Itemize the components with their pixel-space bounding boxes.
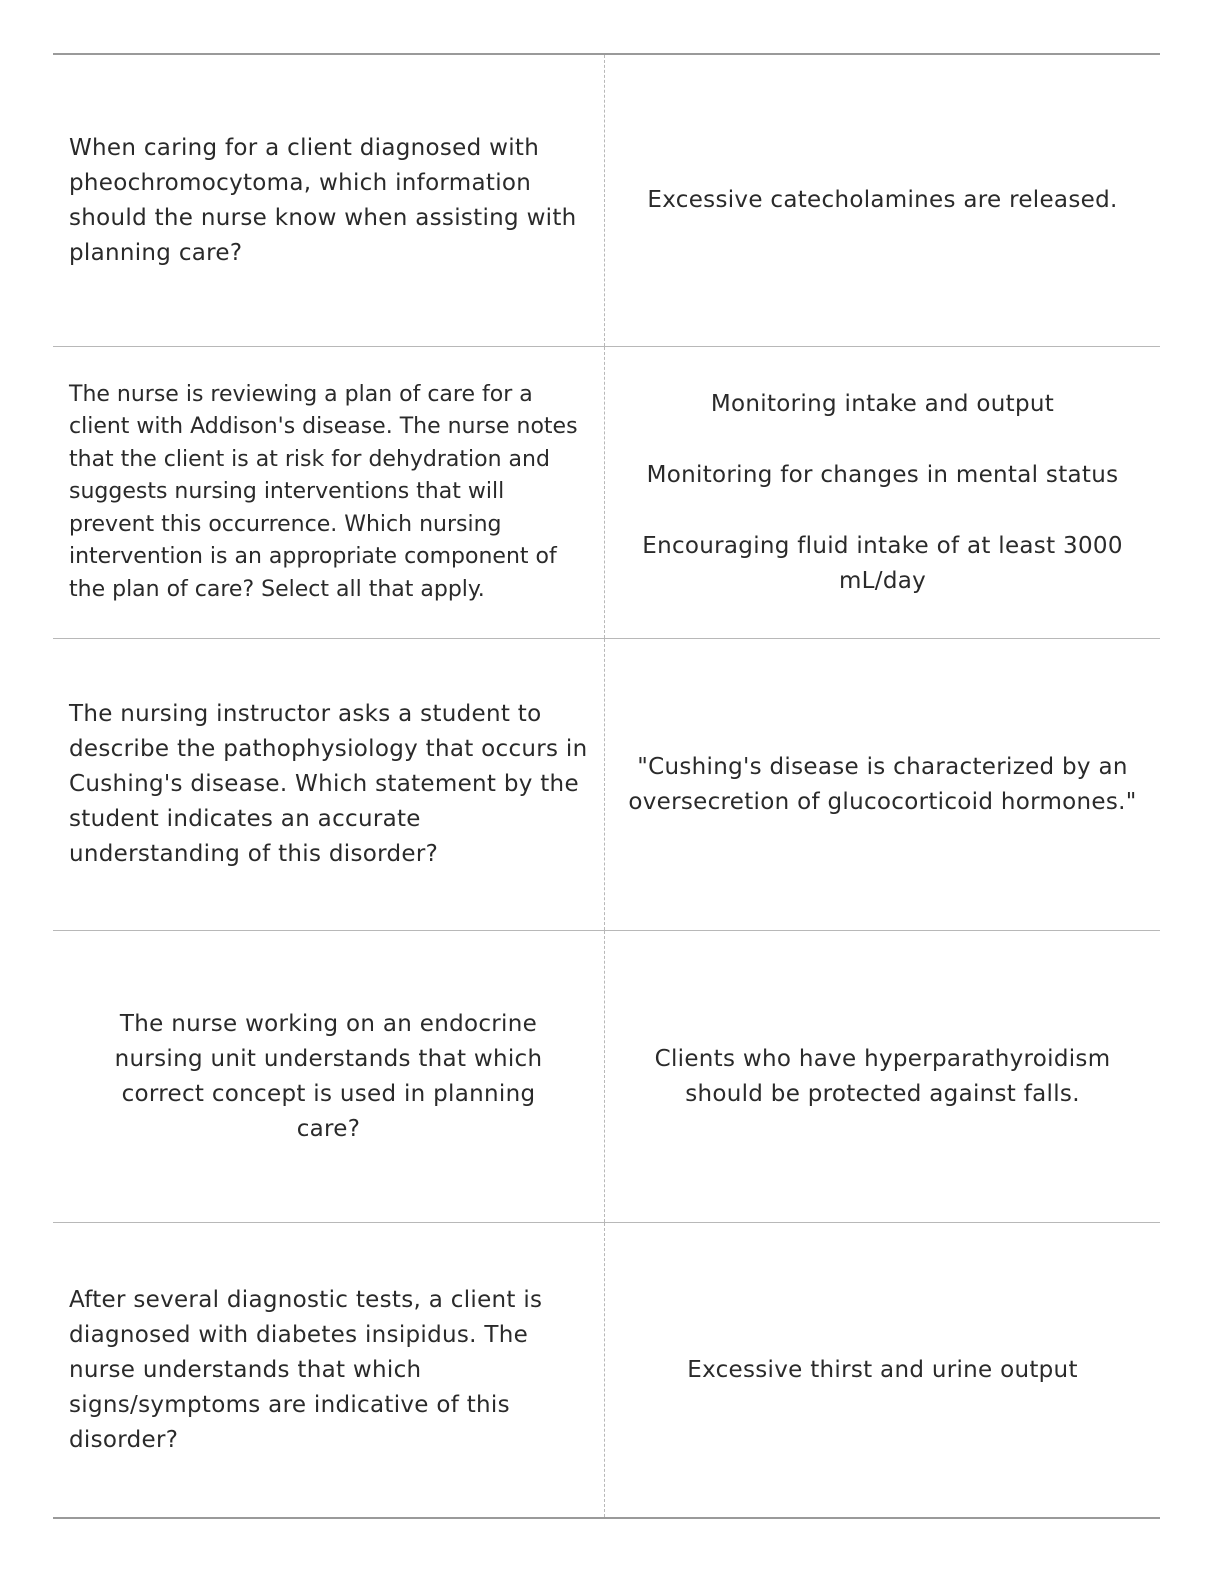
answer-cell: [605, 55, 1160, 346]
flashcard-row-1: [53, 55, 1160, 347]
answer-text: Excessive thirst and urine output: [687, 1356, 1078, 1383]
question-text: The nurse is reviewing a plan of care for a client with Addison's disease. The nurse notes that the client is at risk for dehydration and suggests nursing interventions that will prevent this occurrence. Which nursing intervention is an appropriate component of the plan of care? Select all that apply.: [69, 381, 578, 602]
question-text: When caring for a client diagnosed with pheochromocytoma, which information should the nurse know when assisting with planning care?: [69, 134, 577, 266]
answer-text: Clients who have hyperparathyroidism should be protected against falls.: [654, 1045, 1111, 1107]
flashcard-row-5: [53, 1223, 1160, 1517]
question-text: After several diagnostic tests, a client is diagnosed with diabetes insipidus. The nurse understands that which signs/symptoms are indicative of this disorder?: [69, 1286, 543, 1453]
answer-text: Monitoring for changes in mental status: [646, 461, 1119, 488]
answer-cell: [605, 1223, 1160, 1517]
question-cell: [53, 639, 605, 930]
question-text: The nurse working on an endocrine nursing unit understands that which correct concept is used in planning care?: [114, 1010, 543, 1142]
question-cell: [53, 931, 605, 1222]
answer-text: Monitoring intake and output: [710, 390, 1055, 417]
question-cell: [53, 347, 605, 638]
answer-cell: [605, 931, 1160, 1222]
answer-cell: [605, 347, 1160, 638]
flashcard-row-2: [53, 347, 1160, 639]
flashcard-row-3: [53, 639, 1160, 931]
question-text: The nursing instructor asks a student to describe the pathophysiology that occurs in Cushing's disease. Which statement by the student indicates an accurate understanding of this disorder?: [69, 701, 588, 867]
flashcard-row-4: [53, 931, 1160, 1223]
question-cell: [53, 1223, 605, 1517]
answer-text: Excessive catecholamines are released.: [647, 187, 1118, 213]
flashcard-sheet: [53, 53, 1160, 1519]
answer-text: Encouraging fluid intake of at least 3000 mL/day: [642, 532, 1123, 594]
answer-cell: [605, 639, 1160, 930]
answer-list: [625, 387, 1140, 599]
question-cell: [53, 55, 605, 346]
answer-text: "Cushing's disease is characterized by an oversecretion of glucocorticoid hormones.": [628, 753, 1137, 815]
